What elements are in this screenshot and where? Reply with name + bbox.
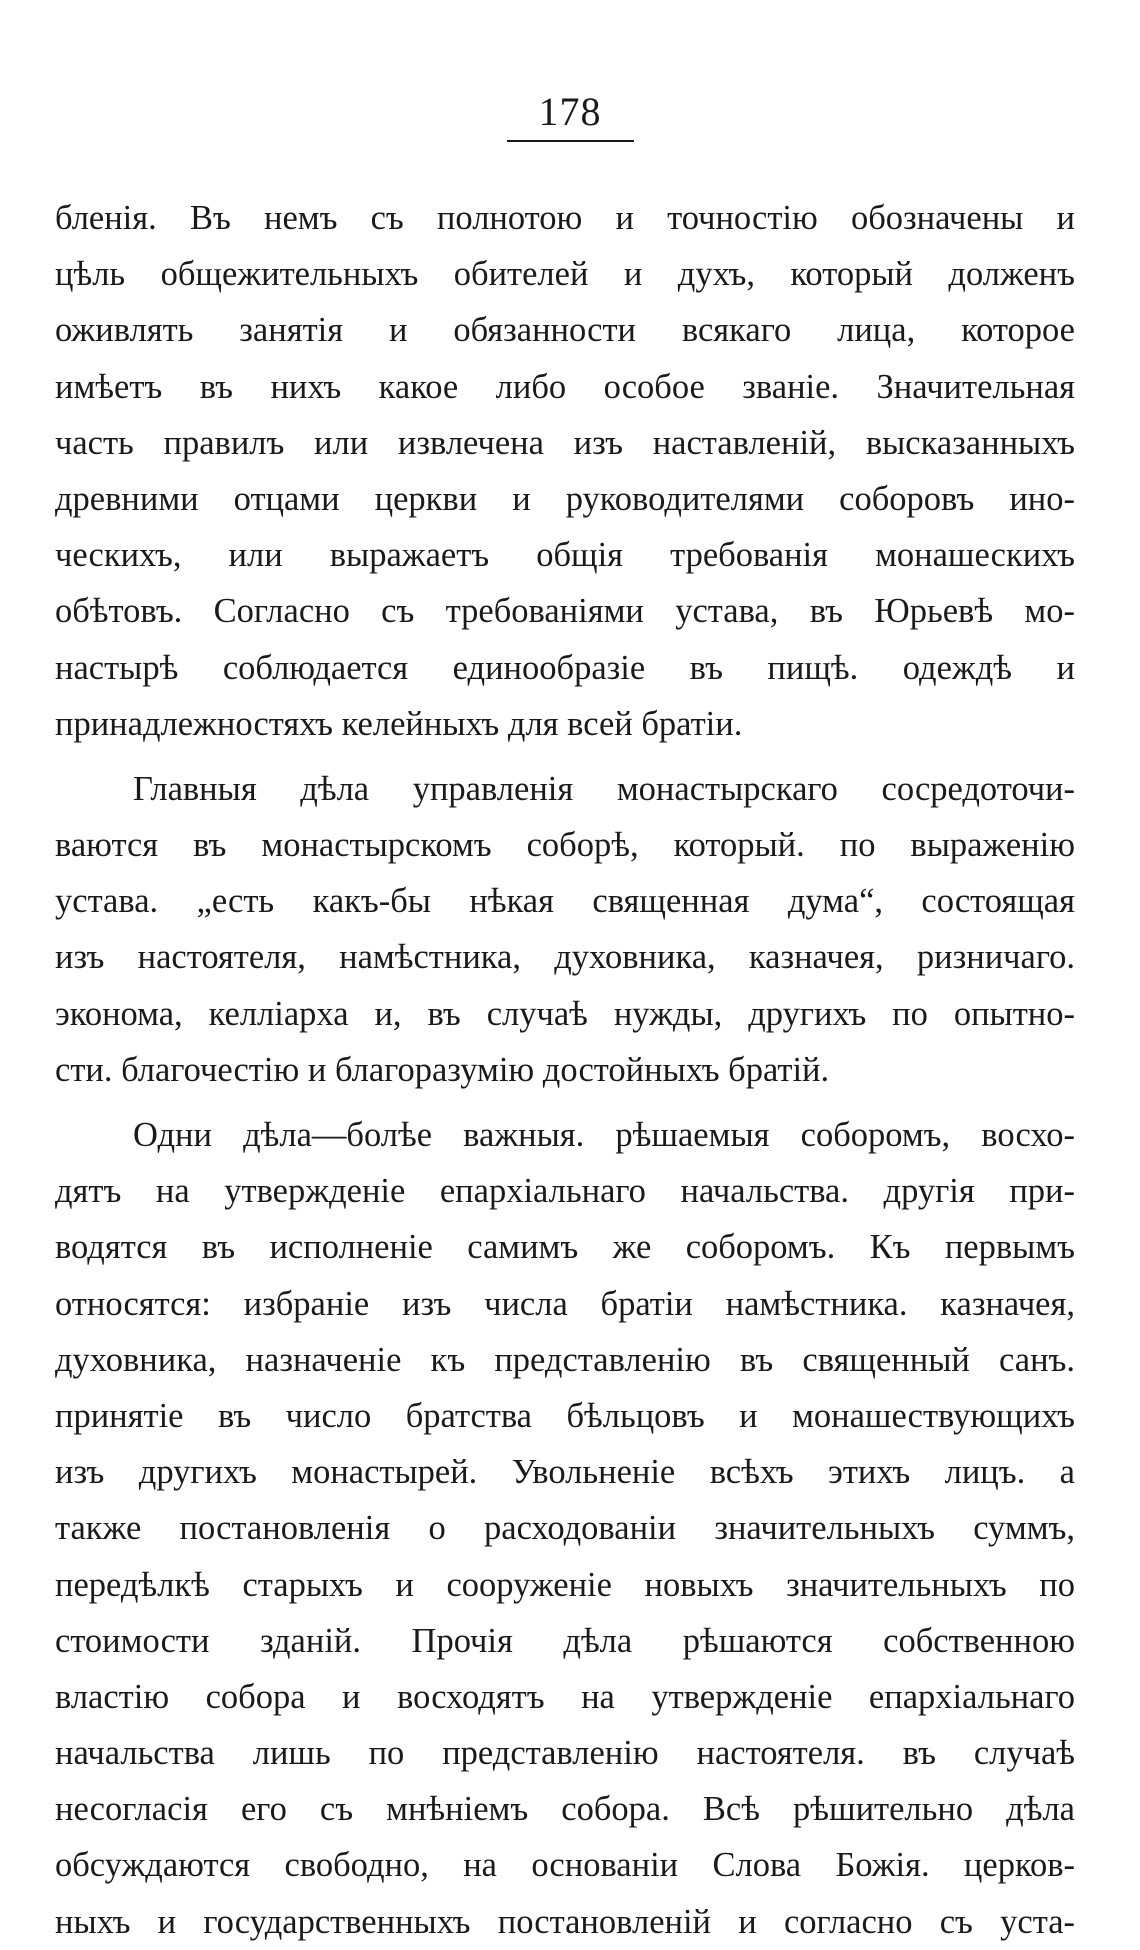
text-line: принадлежностяхъ келейныхъ для всей братіи. <box>55 704 743 743</box>
text-line: стоимости зданій. Прочія дѣла рѣшаются собственною <box>55 1621 1075 1660</box>
text-line: передѣлкѣ старыхъ и сооруженіе новыхъ значительныхъ по <box>55 1565 1075 1604</box>
text-line: начальства лишь по представленію настоятеля. въ случаѣ <box>55 1734 1075 1773</box>
text-line: несогласія его съ мнѣніемъ собора. Всѣ рѣшительно дѣла <box>55 1790 1075 1829</box>
text-line: бленія. Въ немъ съ полнотою и точностію обозначены и <box>55 199 1075 237</box>
text-line: часть правилъ или извлечена изъ наставленій, высказанныхъ <box>55 423 1075 462</box>
text-line: водятся въ исполненіе самимъ же соборомъ. Къ первымъ <box>55 1228 1075 1267</box>
text-line: изъ другихъ монастырей. Увольненіе всѣхъ этихъ лицъ. а <box>55 1453 1075 1492</box>
text-line: имѣетъ въ нихъ какое либо особое званіе. Значительная <box>55 367 1075 406</box>
text-line: эконома, келліарха и, въ случаѣ нужды, другихъ по опытно- <box>55 994 1075 1033</box>
text-line: настырѣ соблюдается единообразіе въ пищѣ. одеждѣ и <box>55 648 1075 687</box>
text-line: древними отцами церкви и руководителями соборовъ ино- <box>55 479 1075 518</box>
paragraph-gap <box>55 752 1075 761</box>
text-line: обсуждаются свободно, на основаніи Слова Божія. церков- <box>55 1846 1075 1885</box>
paragraph-gap <box>55 1098 1075 1107</box>
text-line: устава. „есть какъ-бы нѣкая священная дума“, состоящая <box>55 882 1075 921</box>
text-line: принятіе въ число братства бѣльцовъ и монашествующихъ <box>55 1396 1075 1435</box>
text-line: Главныя дѣла управленія монастырскаго сосредоточи- <box>133 769 1075 808</box>
text-line: дятъ на утвержденіе епархіальнаго начальства. другія при- <box>55 1172 1075 1211</box>
page-header <box>0 88 1140 142</box>
text-line: ныхъ и государственныхъ постановленій и согласно съ уста- <box>55 1902 1075 1941</box>
text-line: сти. благочестію и благоразумію достойныхъ братій. <box>55 1050 830 1089</box>
body-text <box>55 190 1075 1950</box>
text-line: ческихъ, или выражаетъ общія требованія монашескихъ <box>55 536 1075 575</box>
text-line: цѣль общежительныхъ обителей и духъ, который долженъ <box>55 255 1075 294</box>
text-line: оживлять занятія и обязанности всякаго лица, которое <box>55 311 1075 350</box>
text-line: Одни дѣла—болѣе важныя. рѣшаемыя соборомъ, восхо- <box>133 1116 1075 1154</box>
text-line: обѣтовъ. Согласно съ требованіями устава, въ Юрьевѣ мо- <box>55 592 1075 631</box>
page-number: 178 <box>507 88 634 142</box>
text-line: относятся: избраніе изъ числа братіи намѣстника. казначея, <box>55 1284 1075 1323</box>
text-line: изъ настоятеля, намѣстника, духовника, казначея, ризничаго. <box>55 938 1075 977</box>
text-line: ваются въ монастырскомъ соборѣ, который. по выраженію <box>55 826 1075 865</box>
text-line: духовника, назначеніе къ представленію въ священный санъ. <box>55 1340 1075 1379</box>
text-line: также постановленія о расходованіи значительныхъ суммъ, <box>55 1509 1075 1548</box>
text-line: властію собора и восходятъ на утвержденіе епархіальнаго <box>55 1677 1075 1716</box>
